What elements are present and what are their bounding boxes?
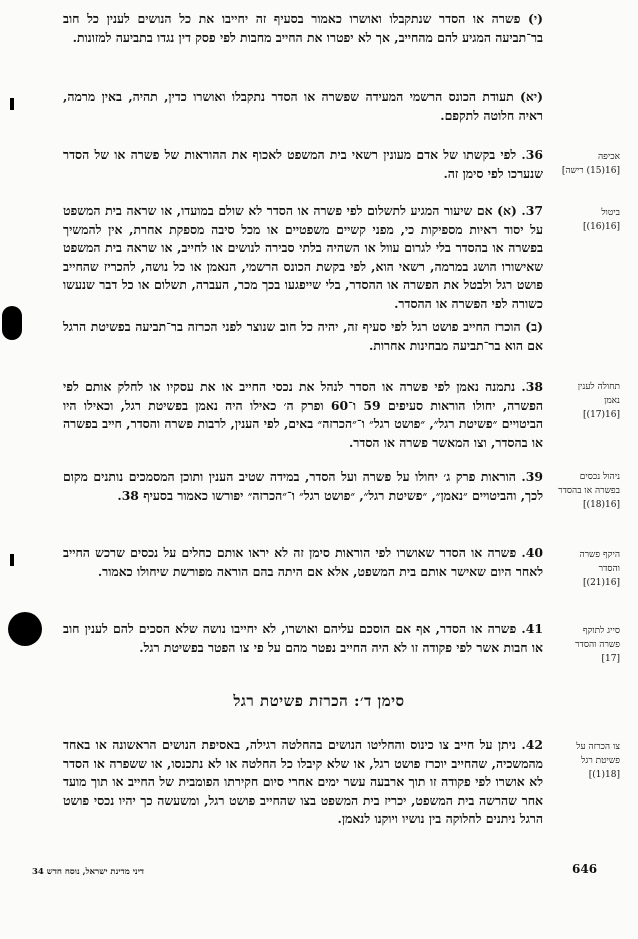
margin-note-title: סייג לתוקף xyxy=(582,626,620,636)
margin-note-42 xyxy=(548,740,620,782)
margin-note-title: ביטול xyxy=(601,208,620,218)
margin-note-37 xyxy=(548,206,620,234)
margin-note-ref: [16(16)] xyxy=(583,222,620,232)
margin-note-ref: [17] xyxy=(601,654,620,664)
margin-note-title: נאמן xyxy=(604,396,620,406)
scan-mark xyxy=(10,98,14,110)
running-title: דיני מדינת ישראל, נוסח חדש 34 xyxy=(32,867,145,877)
margin-note-ref: [16(18)] xyxy=(583,500,620,510)
paragraph-11: (יא) תעודת הכונס הרשמי המעידה שפשרה או הסדר נתקבלו ואושרו כדין, תהיה, באין מרמה, ראיה חלוטה לתקפם. xyxy=(63,89,543,123)
margin-note-36 xyxy=(548,150,620,178)
punch-hole-mark xyxy=(2,306,22,340)
page-number: 646 xyxy=(572,862,598,876)
scan-mark xyxy=(10,554,14,566)
margin-note-title: בפשרה או בהסדר xyxy=(558,486,620,496)
margin-note-ref: [16(17)] xyxy=(583,410,620,420)
section-38: 38. נתמנה נאמן לפי פשרה או הסדר לנהל את נכסי החייב או את עסקיו או לחלק אותם לפי הפשרה, יחולו הוראות סעיפים 59 ו־60 ופרק ה׳ כאילו היה נאמן בפשיטת רגל, וכאילו היו הביטויים ״פשיטת רגל״, ״פושט רגל״ ו־״הכרזה״ באים, לפי הענין, לרבות פשרה והסדר, חייב בפשרה או בהסדר, וצו המאשר פשרה או הסדר. xyxy=(63,379,543,450)
punch-hole-mark xyxy=(8,612,42,646)
margin-note-title: תחולה לענין xyxy=(577,382,620,392)
margin-note-title: והסדר xyxy=(598,564,620,574)
chapter-heading: סימן ד׳: הכרזת פשיטת רגל xyxy=(233,692,405,710)
section-40: 40. פשרה או הסדר שאושרו לפי הוראות סימן זה לא יראו אותם כחלים על נכסים שרכש החייב לאחר היום שאישר אותם בית המשפט, אלא אם היתה בהם הוראה מפורשת שיחולו כאמור. xyxy=(63,545,543,579)
margin-note-title: צו הכרזה על xyxy=(576,742,620,752)
margin-note-ref: [18(1)] xyxy=(588,770,620,780)
section-37b: (ב) הוכרז החייב פושט רגל לפי סעיף זה, יהיה כל חוב שנוצר לפני הכרזה בר־תביעה בפשיטת הרגל אם הוא בר־תביעה מבחינות אחרות. xyxy=(63,319,543,353)
margin-note-title: פשרה והסדר xyxy=(575,640,620,650)
margin-note-ref: [16(15) רישה] xyxy=(561,166,620,176)
section-37: 37. (א) אם שיעור המגיע לתשלום לפי פשרה או הסדר לא שולם במועדו, או שראה בית המשפט על יסוד ראיות מספיקות כי, מפני קשיים משפטיים או מכל סיבה מספקת אחרת, אין להמשיך בפשרה או בהסדר בלי לגרום עוול או השהיה בלתי סבירה לנושים או לחייב, או שראה בית המשפט שאישורו הושג במרמה, רשאי הוא, לפי בקשת הכונס הרשמי, הנאמן או כל נושה, להכריז שהחייב פושט רגל ולבטל את הפשרה או ההסדר, בלי שייפגעו בכך מכר, העברה, תשלום או כל דבר שנעשו כשורה לפי הפשרה או ההסדר. xyxy=(63,203,543,311)
section-42: 42. ניתן על חייב צו כינוס והחליטו הנושים בהחלטה רגילה, באסיפת הנושים הראשונה או באחד מהמשכיה, שהחייב יוכרז פושט רגל, או שלא קיבלו כל החלטה או לא נתכנסו, או ששפרה או הסדר לא אושרו לפי פקודה זו תוך ארבעה עשר ימים אחרי סיום חקירתו הפומבית של החייב או תוך מועד אחר שהרשה בית המשפט, יכריז בית המשפט בצו שהחייב פושט רגל, ומשעשה כך יהיו נכסי פושט הרגל ניתנים לחלוקה בין נושיו ויוקנו לנאמן. xyxy=(63,737,543,826)
margin-note-40 xyxy=(548,548,620,590)
margin-note-ref: [16(21)] xyxy=(583,578,620,588)
margin-note-title: היקף פשרה xyxy=(579,550,620,560)
margin-note-title: ניהול נכסים xyxy=(579,472,620,482)
margin-note-41 xyxy=(548,624,620,666)
section-39: 39. הוראות פרק ג׳ יחולו על פשרה ועל הסדר, במידה שטיב הענין ותוכן המסמכים נותנים מקום לכך, והביטויים ״נאמן״, ״פשיטת רגל״, ״פושט רגל״ ו־״הכרזה״ יפורשו כאמור בסעיף 38. xyxy=(63,469,543,503)
section-36: 36. לפי בקשתו של אדם מעונין רשאי בית המשפט לאכוף את ההוראות של פשרה או של הסדר שנערכו לפי סימן זה. xyxy=(63,147,543,181)
margin-note-39 xyxy=(548,470,620,512)
margin-note-38 xyxy=(548,380,620,422)
paragraph-10: (י) פשרה או הסדר שנתקבלו ואושרו כאמור בסעיף זה יחייבו את כל הנושים לענין כל חוב בר־תביעה המגיע להם מהחייב, אך לא יפטרו את החייב מחבות לפי פסק דין נגדו בתביעה למזונות. xyxy=(63,11,543,45)
margin-note-title: פשיטת רגל xyxy=(581,756,620,766)
margin-note-title: אכיפה xyxy=(597,152,620,162)
section-41: 41. פשרה או הסדר, אף אם הוסכם עליהם ואושרו, לא יחייבו נושה שלא הסכים להם לענין חוב או חבות אשר לפי פקודה זו לא היה החייב נפטר מהם על פי צו הפטר בפשיטת רגל. xyxy=(63,621,543,655)
